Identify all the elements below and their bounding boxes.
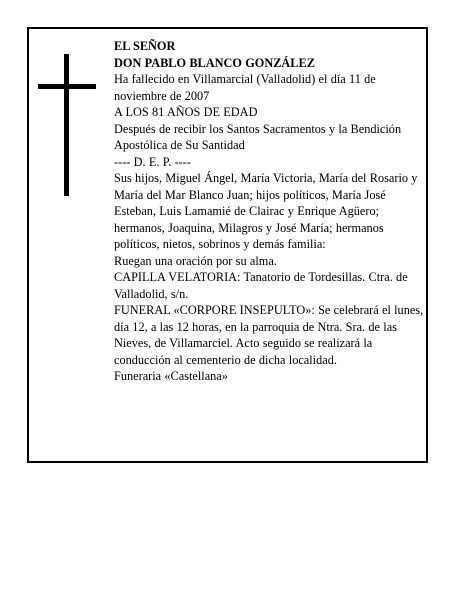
family-list: Sus hijos, Miguel Ángel, María Victoria, María del Rosario y María del Mar Blanco Juan; hijos políticos, María José Esteban, Luis Lamamié de Clairac y Enrique Agüero; hermanos, Joaquina, Milagros y José María; hermanos políticos, nietos, sobrinos y demás familia: <box>114 171 418 251</box>
obituary-text <box>114 38 426 385</box>
cross-icon-arm <box>38 84 96 89</box>
death-info: Ha fallecido en Villamarcial (Valladolid) el día 11 de noviembre de 2007 <box>114 72 376 103</box>
prayer-request: Ruegan una oración por su alma. <box>114 253 277 268</box>
rip-line: ---- D. E. P. ---- <box>114 154 191 169</box>
sacraments-line: Después de recibir los Santos Sacramentos y la Bendición Apostólica de Su Santidad <box>114 121 402 152</box>
cross-icon <box>64 54 69 196</box>
funeral-home: Funeraria «Castellana» <box>114 369 228 383</box>
chapel-info: CAPILLA VELATORIA: Tanatorio de Tordesillas. Ctra. de Valladolid, s/n. <box>114 270 408 301</box>
deceased-name: DON PABLO BLANCO GONZÁLEZ <box>114 55 315 70</box>
funeral-info: FUNERAL «CORPORE INSEPULTO»: Se celebrará el lunes, día 12, a las 12 horas, en la parroquia de Ntra. Sra. de las Nieves, de Villamarciel. Acto seguido se realizará la conducción al cementerio de dicha localidad. <box>114 303 424 367</box>
age-line: A LOS 81 AÑOS DE EDAD <box>114 105 258 119</box>
heading-title: EL SEÑOR <box>114 39 176 53</box>
